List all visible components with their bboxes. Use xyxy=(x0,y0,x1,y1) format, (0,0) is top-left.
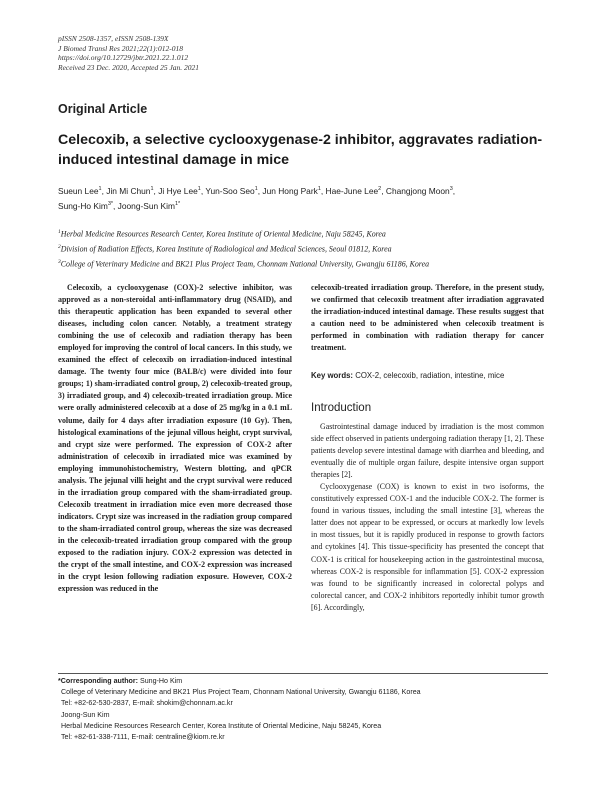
corresponding-label: *Corresponding author: xyxy=(58,677,138,685)
author: Jun Hong Park$^1$ xyxy=(262,185,321,196)
affiliation: $^3$College of Veterinary Medicine and BK21 Plus Project Team, Chonnam National University, Gwangju 61186, Korea xyxy=(58,259,430,269)
author-list: Sueun Lee$^1$, Jin Mi Chun$^1$, Ji Hye Lee$^1$, Yun-Soo Seo$^1$, Jun Hong Park$^1$, Hae-June Lee$^2$, Changjong Moon$^3$, Sung-Ho Kim$^{3*}$, Joong-Sun Kim$^{1*}$ xyxy=(58,185,456,212)
corresponding-name: Joong-Sun Kim xyxy=(61,710,110,719)
author: Jin Mi Chun$^1$ xyxy=(106,185,154,196)
abstract-left-column xyxy=(58,282,292,595)
author: Joong-Sun Kim$^{1*}$ xyxy=(117,201,181,212)
journal-citation: J Biomed Transl Res 2021;22(1):012-018 xyxy=(58,43,183,53)
author: Ji Hye Lee$^1$ xyxy=(158,185,201,196)
article-type: Original Article xyxy=(58,102,148,116)
corresponding-contact[interactable]: Tel: +82-61-338-7111, E-mail: centraline@kiom.re.kr xyxy=(61,733,225,742)
corresponding-address: Herbal Medicine Resources Research Center, Korea Institute of Oriental Medicine, Naju 58245, Korea xyxy=(61,721,382,730)
abstract-text-continued: celecoxib-treated irradiation group. Therefore, in the present study, we confirmed that celecoxib treatment after irradiation aggravated the irradiation-induced intestinal damage. These results suggest that a caution need to be administered when celecoxib treatment is performed in combination with radiation therapy for cancer treatment. xyxy=(311,283,544,353)
corresponding-address: College of Veterinary Medicine and BK21 Plus Project Team, Chonnam National University, Gwangju 61186, Korea xyxy=(61,688,421,697)
corresponding-name: Sung-Ho Kim xyxy=(139,677,183,685)
paper-title: Celecoxib, a selective cyclooxygenase-2 inhibitor, aggravates radiation-induced intestinal damage in mice xyxy=(58,132,543,168)
correspondence-footnote xyxy=(58,676,558,743)
abstract-text: Celecoxib, a cyclooxygenase (COX)-2 selective inhibitor, was approved as a non-steroidal anti-inflammatory drug (NSAID), and this therapeutic application has been expanded to several other diseases, including colon cancer. Notably, a treatment strategy combining the use of celecoxib and radiation therapy has been employed for improving the control of local cancers. In this study, we examined the effect of celecoxib on irradiation-induced intestinal damage. The twenty four mice (BALB/c) were divided into four groups; 1) sham-irradiated control group, 2) celecoxib-treated group, 3) irradiated group, and 4) celecoxib-treated irradiation group. Mice were orally administered celecoxib at a dose of 25 mg/kg in a 0.1 mL volume, daily for 4 days after irradiation exposure (10 Gy). Then, histological examinations of the jejunal villous height, crypt survival, and crypt size were performed. The expression of COX-2 after administration of celecoxib in irradiated mice was examined by employing immunohistochemistry, Western blotting, and qPCR analysis. The jejunal villi height and the crypt survival were reduced in the irradiation group compared with the sham-irradiated group. Celecoxib treatment in irradiation mice even more decreased those indicators. Crypt size was increased in the radiation group compared to the sham-irradiated control group, whereas the size was decreased in the celecoxib-treated irradiation group compared with the group exposed to the radiation injury. COX-2 expression was detected in the crypt of the small intestine, and COX-2 expression was increased in the crypt lesion following radiation exposure. However, COX-2 expression was reduced in the xyxy=(58,283,292,594)
affiliation: $^2$Division of Radiation Effects, Korea Institute of Radiological and Medical Sciences, Seoul 01812, Korea xyxy=(58,244,392,254)
received-dates: Received 23 Dec. 2020, Accepted 25 Jan. 2021 xyxy=(58,62,200,72)
abstract-continued xyxy=(311,282,544,354)
affiliation: $^1$Herbal Medicine Resources Research Center, Korea Institute of Oriental Medicine, Naju 58245, Korea xyxy=(58,229,386,239)
keywords-label: Key words: xyxy=(311,371,354,380)
paragraph: Cyclooxygenase (COX) is known to exist in two isoforms, the constitutively expressed COX-1 and the inducible COX-2. The former is found in various tissues, including the small intestine [3], whereas the latter does not appear to be expressed, or occurs at markedly low levels in most tissues, but it is rapidly produced in response to growth factors and cytokines [4]. This tissue-specificity has presented the concept that COX-1 is critical for housekeeping action in the gastrointestinal mucosa, whereas COX-2 is responsible for inflammation [5]. COX-2 expression was found to be significantly increased in colorectal polyps and colorectal cancer, and COX-2 inhibitors reportedly inhibit tumor growth [6]. Accordingly, xyxy=(311,482,544,612)
author: Yun-Soo Seo$^1$ xyxy=(205,185,258,196)
doi-link[interactable]: https://doi.org/10.12729/jbtr.2021.22.1.012 xyxy=(58,53,189,63)
footnote-divider xyxy=(58,673,548,674)
keywords xyxy=(311,370,544,382)
author: Hae-June Lee$^2$ xyxy=(325,185,382,196)
corresponding-contact[interactable]: Tel: +82-62-530-2837, E-mail: shokim@chonnam.ac.kr xyxy=(61,699,233,708)
author: Changjong Moon$^3$ xyxy=(385,185,453,196)
introduction-text xyxy=(311,421,544,614)
issn-line: pISSN 2508-1357, eISSN 2508-139X xyxy=(58,34,169,43)
paragraph: Gastrointestinal damage induced by irradiation is the most common side effect observed in patients undergoing radiation therapy [1, 2]. These patients develop severe intestinal damage with diarrhea and bleeding, and eventually die of multiple organ failure, despite intensive organ support therapies [2]. xyxy=(311,422,544,480)
journal-meta xyxy=(58,34,199,72)
section-heading-introduction: Introduction xyxy=(311,402,372,414)
keywords-text: COX-2, celecoxib, radiation, intestine, mice xyxy=(355,371,505,380)
affiliations xyxy=(58,226,558,271)
author: Sung-Ho Kim$^{3*}$ xyxy=(58,201,114,212)
author: Sueun Lee$^1$ xyxy=(58,185,102,196)
